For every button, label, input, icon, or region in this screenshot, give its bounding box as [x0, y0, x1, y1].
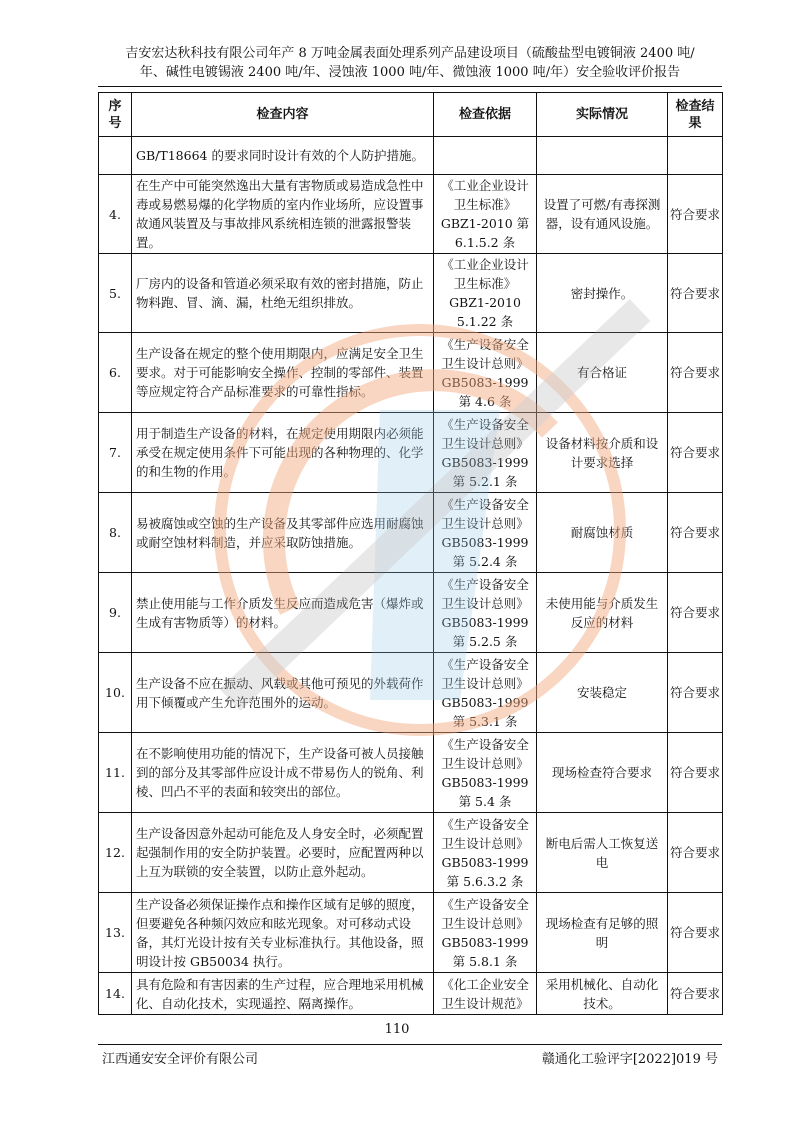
row-actual: 设备材料按介质和设计要求选择 [537, 413, 668, 493]
row-actual: 未使用能与介质发生反应的材料 [537, 573, 668, 653]
table-row [99, 893, 723, 973]
row-actual: 安装稳定 [537, 653, 668, 733]
row-result: 符合要求 [668, 813, 723, 893]
table-row [99, 813, 723, 893]
row-basis [434, 137, 537, 175]
row-num: 9. [99, 573, 132, 653]
row-actual: 断电后需人工恢复送电 [537, 813, 668, 893]
row-num: 8. [99, 493, 132, 573]
row-actual [537, 137, 668, 175]
row-content: 在生产中可能突然逸出大量有害物质或易造成急性中毒或易燃易爆的化学物质的室内作业场所，应设置事故通风装置及与事故排风系统相连锁的泄露报警装置。 [132, 175, 434, 254]
row-content: 用于制造生产设备的材料，在规定使用期限内必须能承受在规定使用条件下可能出现的各种物理的、化学的和生物的作用。 [132, 413, 434, 493]
row-num: 4. [99, 175, 132, 254]
row-actual: 密封操作。 [537, 254, 668, 333]
row-num: 7. [99, 413, 132, 493]
page-number: 110 [384, 1022, 410, 1037]
table-row [99, 653, 723, 733]
row-basis: 《生产设备安全卫生设计总则》GB5083-1999 第 5.3.1 条 [434, 653, 537, 733]
row-result: 符合要求 [668, 254, 723, 333]
row-basis: 《生产设备安全卫生设计总则》GB5083-1999 第 5.4 条 [434, 733, 537, 813]
row-basis: 《生产设备安全卫生设计总则》GB5083-1999 第 5.2.1 条 [434, 413, 537, 493]
row-num: 11. [99, 733, 132, 813]
row-content: 生产设备不应在振动、风载或其他可预见的外载荷作用下倾覆或产生允许范围外的运动。 [132, 653, 434, 733]
row-content: 生产设备必须保证操作点和操作区域有足够的照度，但要避免各种频闪效应和眩光现象。对可移动式设备，其灯光设计按有关专业标准执行。其他设备，照明设计按 GB50034 执行。 [132, 893, 434, 973]
col-header-num: 序号 [99, 93, 132, 137]
row-content: 具有危险和有害因素的生产过程，应合理地采用机械化、自动化技术，实现遥控、隔离操作。 [132, 973, 434, 1015]
table-row [99, 175, 723, 254]
table-row [99, 493, 723, 573]
header-line-2: 年、碱性电镀锡液 2400 吨/年、浸蚀液 1000 吨/年、微蚀液 1000 吨/年）安全验收评价报告 [139, 65, 681, 80]
inspection-table [98, 92, 723, 1015]
row-num: 10. [99, 653, 132, 733]
row-result: 符合要求 [668, 175, 723, 254]
row-result: 符合要求 [668, 573, 723, 653]
row-content: 在不影响使用功能的情况下，生产设备可被人员接触到的部分及其零部件应设计成不带易伤人的锐角、利棱、凹凸不平的表面和较突出的部位。 [132, 733, 434, 813]
footer-divider [98, 1044, 722, 1045]
row-result: 符合要求 [668, 653, 723, 733]
row-num: 6. [99, 333, 132, 413]
row-result: 符合要求 [668, 333, 723, 413]
footer-company: 江西通安安全评价有限公司 [102, 1052, 259, 1067]
table-row [99, 973, 723, 1015]
row-actual: 耐腐蚀材质 [537, 493, 668, 573]
table-row [99, 733, 723, 813]
row-content: 生产设备因意外起动可能危及人身安全时，必须配置起强制作用的安全防护装置。必要时，应配置两种以上互为联锁的安全装置，以防止意外起动。 [132, 813, 434, 893]
table-body [99, 137, 723, 1015]
row-content: 厂房内的设备和管道必须采取有效的密封措施，防止物料跑、冒、滴、漏，杜绝无组织排放。 [132, 254, 434, 333]
row-basis: 《工业企业设计卫生标准》GBZ1-2010 第 6.1.5.2 条 [434, 175, 537, 254]
row-num [99, 137, 132, 175]
row-basis: 《生产设备安全卫生设计总则》GB5083-1999 第 5.2.4 条 [434, 493, 537, 573]
table-row [99, 254, 723, 333]
table-row [99, 137, 723, 175]
row-basis: 《化工企业安全卫生设计规范》 [434, 973, 537, 1015]
row-result: 符合要求 [668, 733, 723, 813]
row-result: 符合要求 [668, 973, 723, 1015]
row-num: 12. [99, 813, 132, 893]
row-actual: 采用机械化、自动化技术。 [537, 973, 668, 1015]
row-num: 14. [99, 973, 132, 1015]
col-header-content: 检查内容 [132, 93, 434, 137]
row-content: 易被腐蚀或空蚀的生产设备及其零部件应选用耐腐蚀或耐空蚀材料制造，并应采取防蚀措施。 [132, 493, 434, 573]
row-result: 符合要求 [668, 493, 723, 573]
footer-doc-number: 赣通化工验评字[2022]019 号 [541, 1052, 718, 1067]
row-content: 生产设备在规定的整个使用期限内，应满足安全卫生要求。对于可能影响安全操作、控制的零部件、装置等应规定符合产品标准要求的可靠性指标。 [132, 333, 434, 413]
row-actual: 设置了可燃/有毒探测器，设有通风设施。 [537, 175, 668, 254]
row-actual: 有合格证 [537, 333, 668, 413]
table-row [99, 333, 723, 413]
row-result [668, 137, 723, 175]
row-actual: 现场检查符合要求 [537, 733, 668, 813]
col-header-result: 检查结果 [668, 93, 723, 137]
row-content: 禁止使用能与工作介质发生反应而造成危害（爆炸或生成有害物质等）的材料。 [132, 573, 434, 653]
report-header [100, 44, 720, 82]
row-basis: 《工业企业设计卫生标准》GBZ1-2010 5.1.22 条 [434, 254, 537, 333]
row-num: 5. [99, 254, 132, 333]
row-basis: 《生产设备安全卫生设计总则》GB5083-1999 第 5.6.3.2 条 [434, 813, 537, 893]
row-result: 符合要求 [668, 413, 723, 493]
header-divider [98, 86, 722, 87]
row-actual: 现场检查有足够的照明 [537, 893, 668, 973]
table-row [99, 413, 723, 493]
header-line-1: 吉安宏达秋科技有限公司年产 8 万吨金属表面处理系列产品建设项目（硫酸盐型电镀铜液 2400 吨/ [125, 46, 695, 61]
row-num: 13. [99, 893, 132, 973]
col-header-basis: 检查依据 [434, 93, 537, 137]
row-basis: 《生产设备安全卫生设计总则》GB5083-1999 第 5.2.5 条 [434, 573, 537, 653]
row-basis: 《生产设备安全卫生设计总则》GB5083-1999 第 4.6 条 [434, 333, 537, 413]
col-header-actual: 实际情况 [537, 93, 668, 137]
row-basis: 《生产设备安全卫生设计总则》GB5083-1999 第 5.8.1 条 [434, 893, 537, 973]
row-content: GB/T18664 的要求同时设计有效的个人防护措施。 [132, 137, 434, 175]
row-result: 符合要求 [668, 893, 723, 973]
table-row [99, 573, 723, 653]
